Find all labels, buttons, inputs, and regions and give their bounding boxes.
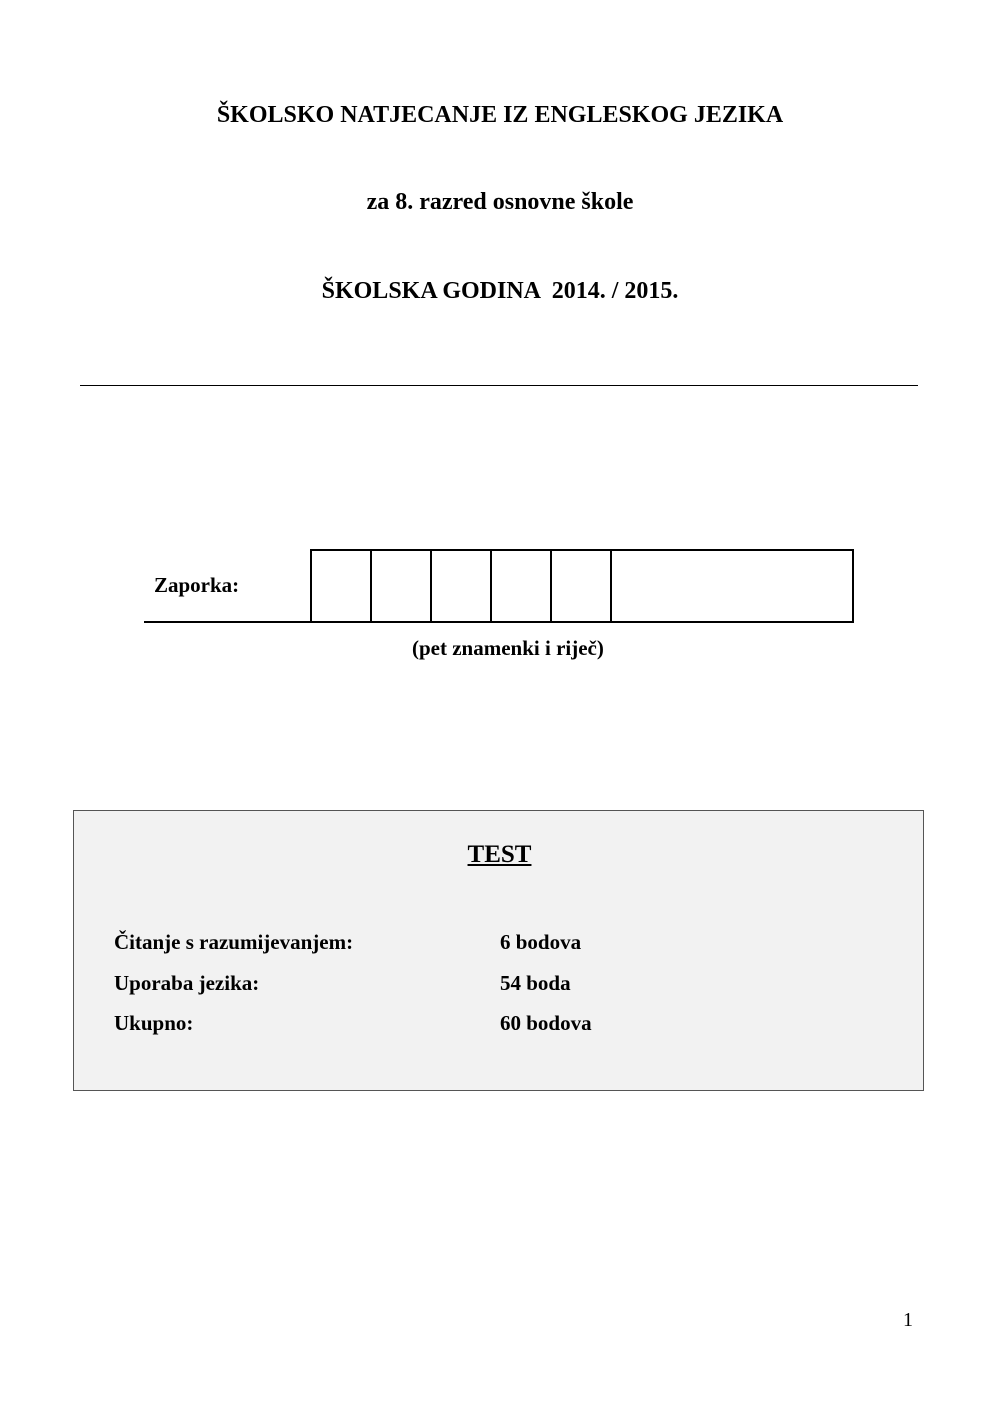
score-label: Čitanje s razumijevanjem: <box>114 930 354 954</box>
zaporka-digit-box-5[interactable] <box>552 551 612 621</box>
page-number: 1 <box>903 1309 913 1331</box>
score-value: 60 bodova <box>500 1011 592 1035</box>
header-divider <box>80 385 918 386</box>
zaporka-word-box[interactable] <box>612 551 852 621</box>
score-label: Ukupno: <box>114 1011 194 1035</box>
score-value: 54 boda <box>500 971 571 995</box>
zaporka-digit-box-4[interactable] <box>492 551 552 621</box>
test-summary-box <box>73 810 924 1091</box>
test-heading: TEST <box>467 841 532 868</box>
document-title: ŠKOLSKO NATJECANJE IZ ENGLESKOG JEZIKA <box>216 102 784 128</box>
zaporka-label: Zaporka: <box>154 573 240 597</box>
score-value: 6 bodova <box>500 930 582 954</box>
zaporka-underline <box>144 621 312 623</box>
school-year: ŠKOLSKA GODINA 2014. / 2015. <box>321 278 679 304</box>
zaporka-hint: (pet znamenki i riječ) <box>412 636 604 660</box>
score-label: Uporaba jezika: <box>114 971 260 995</box>
zaporka-digit-box-3[interactable] <box>432 551 492 621</box>
grade-subtitle: za 8. razred osnovne škole <box>366 189 634 215</box>
zaporka-digit-box-2[interactable] <box>372 551 432 621</box>
zaporka-code-boxes <box>310 549 854 623</box>
zaporka-digit-box-1[interactable] <box>312 551 372 621</box>
